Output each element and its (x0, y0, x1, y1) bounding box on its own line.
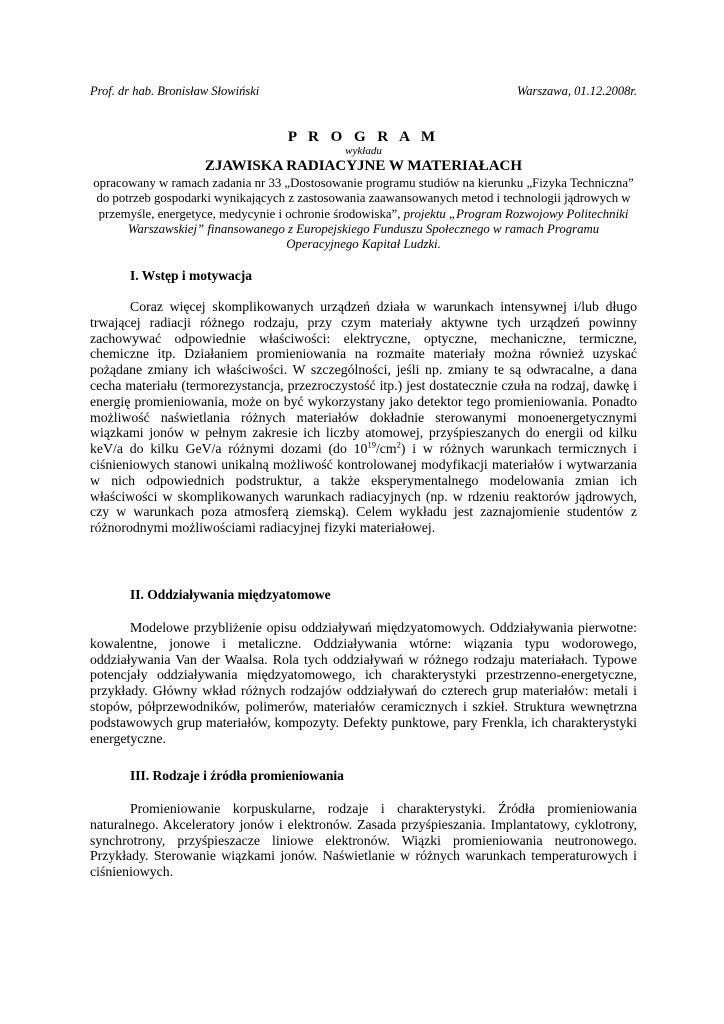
document-subtitle: wykładu (345, 145, 382, 157)
section-text: ) i w różnych warunkach termicznych i ciśnieniowych stanowi unikalną możliwość kontrolowanej modyfikacji materiałów i wytwarzania w nich odpowiednich podstruktur, a także eksperymentalnego modelowania zmian ich właściwości w skomplikowanych warunkach radiacyjnych (np. w rdzeniu reaktorów jądrowych, czy w warunkach poza atmosferą ziemską). Celem wykładu jest zaznajomienie studentów z różnorodnymi możliwościami radiacyjnej fizyki materiałowej. (90, 441, 638, 536)
section-heading: II. Oddziaływania międzyatomowe (130, 587, 331, 602)
section-heading: I. Wstęp i motywacja (130, 268, 252, 283)
section-1 (90, 268, 637, 536)
section-body: Modelowe przybliżenie opisu oddziaływań międzyatomowych. Oddziaływania pierwotne: kowalentne, jonowe i metaliczne. Oddziaływania wtórne: wiązania typu wodorowego, oddziaływania Van der Waalsa. Rola tych oddziaływań w różnego rodzaju materiałach. Typowe potencjały oddziaływania międzyatomowego, ich charakterystyki przestrzenno-energetyczne, przykłady. Główny wkład różnych rodzajów oddziaływań do czterech grup materiałów: metali i stopów, półprzewodników, polimerów, materiałów ceramicznych i szkieł. Struktura wewnętrzna podstawowych grup materiałów, kompozyty. Defekty punktowe, pary Frenkla, ich charakterystyki energetyczne. (90, 620, 637, 746)
section-body: Promieniowanie korpuskularne, rodzaje i charakterystyki. Źródła promieniowania naturalnego. Akceleratory jonów i elektronów. Zasada przyśpieszania. Implantatowy, cyklotrony, synchrotrony, przyśpieszacze liniowe elektronów. Wiązki promieniowania neutronowego. Przykłady. Sterowanie wiązkami jonów. Naświetlanie w różnych warunkach temperaturowych i ciśnieniowych. (90, 801, 637, 880)
place-date: Warszawa, 01.12.2008r. (516, 84, 637, 98)
section-heading: III. Rodzaje i źródła promieniowania (130, 768, 344, 783)
lecture-title: ZJAWISKA RADIACYJNE W MATERIAŁACH (204, 158, 523, 174)
intro-project-text: projektu „Program Rozwojowy Politechniki Warszawskiej” finansowanego z Europejskiego Funduszu Społecznego w ramach Programu Operacyjnego Kapitał Ludzki. (127, 206, 629, 252)
author-name: Prof. dr hab. Bronisław Słowiński (90, 84, 260, 98)
section-text: /cm (375, 441, 397, 457)
section-text: Coraz więcej skomplikowanych urządzeń działa w warunkach intensywnej i/lub długo trwającej radiacji różnego rodzaju, przy czym materiały aktywne tych urządzeń powinny zachowywać odpowiednie właściwości: elektryczne, optyczne, mechaniczne, termiczne, chemiczne itp. Działaniem promieniowania na rozmaite materiały można również uzyskać pożądane zmiany ich właściwości. W szczególności, jeśli np. zmiany te są odwracalne, a dana cecha materiału (termorezystancja, przezroczystość itp.) jest dostatecznie czuła na rodzaj, dawkę i energię promieniowania, może on być wykorzystany jako detektor tego promieniowania. Ponadto możliwość naświetlania różnych materiałów dokładnie sterowanymi monoenergetycznymi wiązkami jonów w pełnym zakresie ich liczby atomowej, przyśpieszanych do energii od kilku keV/a do kilku GeV/a różnymi dozami (do 10 (90, 299, 637, 457)
superscript: 2 (396, 439, 401, 450)
intro-paragraph (90, 176, 637, 252)
section-2 (90, 587, 637, 746)
section-3 (90, 768, 637, 880)
section-body (90, 299, 637, 536)
document-title: P R O G R A M (287, 129, 440, 145)
page-header (90, 84, 637, 102)
title-block (90, 128, 637, 252)
superscript: 19 (367, 439, 376, 450)
intro-text: opracowany w ramach zadania nr 33 „Dostosowanie programu studiów na kierunku „Fizyka Techniczna” do potrzeb gospodarki wynikających z zastosowania zaawansowanych metod i technologii jądrowych w przemyśle, energetyce, medycynie i ochronie środowiska”, (93, 176, 634, 221)
